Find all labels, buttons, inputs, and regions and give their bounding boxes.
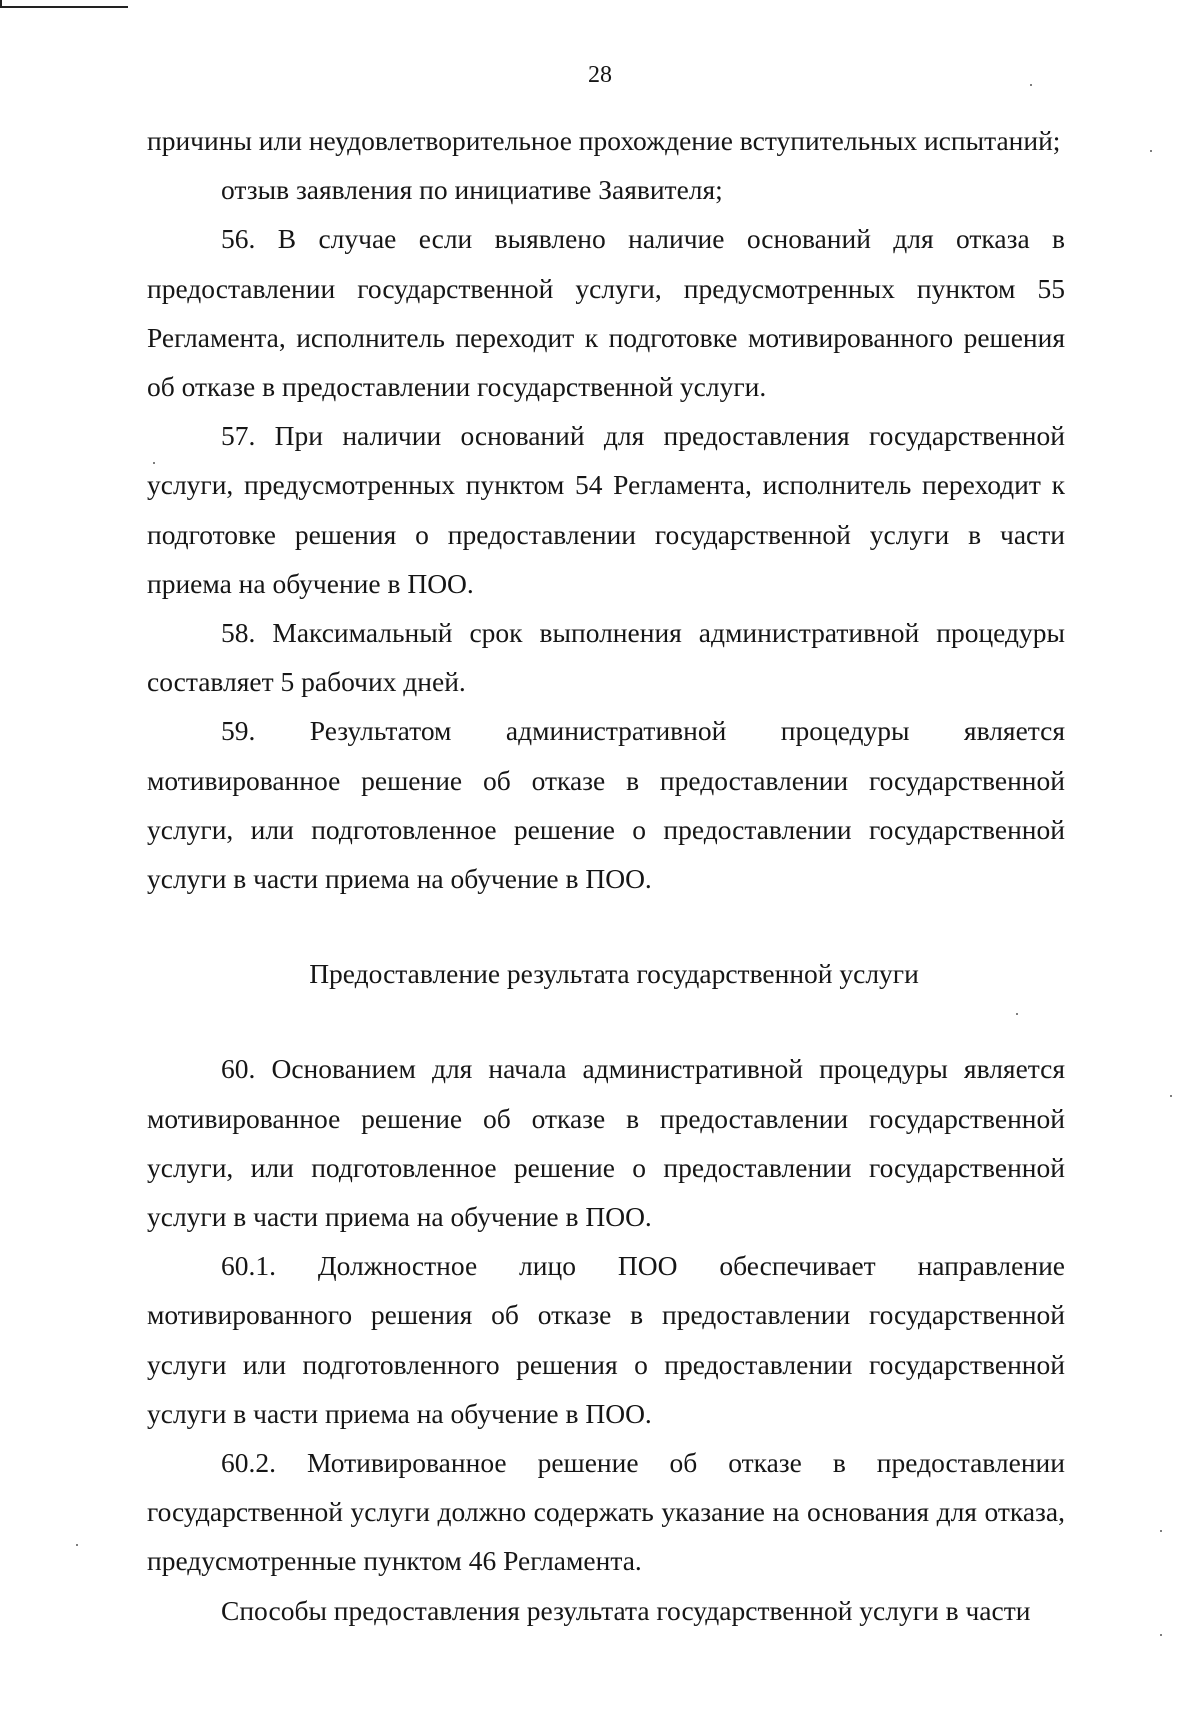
- scan-speck: [1170, 1095, 1172, 1097]
- scan-speck: [1160, 1530, 1162, 1532]
- paragraph-57: 57. При наличии оснований для предоставления государственной услуги, предусмотренных пунктом 54 Регламента, исполнитель переходит к подготовке решения о предоставлении государственной услуги в части приема на обучение в ПОО.: [147, 420, 1065, 599]
- scan-border-tick: [0, 0, 2, 8]
- section-heading: Предоставление результата государственной услуги: [309, 958, 919, 990]
- paragraph-56: 56. В случае если выявлено наличие оснований для отказа в предоставлении государственной услуги, предусмотренных пунктом 55 Регламента, исполнитель переходит к подготовке мотивированного решения об отказе в предоставлении государственной услуги.: [147, 223, 1065, 403]
- paragraph-60-2: 60.2. Мотивированное решение об отказе в предоставлении государственной услуги должно содержать указание на основания для отказа, предусмотренные пунктом 46 Регламента.: [147, 1447, 1065, 1577]
- paragraph-59: 59. Результатом административной процедуры является мотивированное решение об отказе в предоставлении государственной услуги, или подготовленное решение о предоставлении государственной услуги в части приема на обучение в ПОО.: [147, 715, 1065, 895]
- scan-speck: [153, 462, 155, 464]
- page-number: 28: [588, 62, 612, 88]
- scan-speck: [1016, 1013, 1018, 1015]
- scan-speck: [1160, 1634, 1162, 1636]
- paragraph-continuation: причины или неудовлетворительное прохождение вступительных испытаний;: [147, 125, 1061, 156]
- paragraph-58: 58. Максимальный срок выполнения административной процедуры составляет 5 рабочих дней.: [147, 617, 1065, 698]
- scan-speck: [1150, 150, 1152, 152]
- paragraph-60: 60. Основанием для начала административной процедуры является мотивированное решение об отказе в предоставлении государственной услуги, или подготовленное решение о предоставлении государственной услуги в части приема на обучение в ПОО.: [147, 1053, 1065, 1233]
- paragraph-60-1: 60.1. Должностное лицо ПОО обеспечивает направление мотивированного решения об отказе в предоставлении государственной услуги или подготовленного решения о предоставлении государственной услуги в части приема на обучение в ПОО.: [147, 1250, 1065, 1429]
- document-body: [147, 116, 1065, 1635]
- paragraph-delivery-methods: Способы предоставления результата государственной услуги в части: [221, 1594, 1031, 1626]
- scan-speck: [76, 1544, 78, 1546]
- scan-speck: [1030, 84, 1032, 86]
- paragraph-withdrawal: отзыв заявления по инициативе Заявителя;: [221, 174, 723, 206]
- scan-border-mark: [0, 6, 128, 8]
